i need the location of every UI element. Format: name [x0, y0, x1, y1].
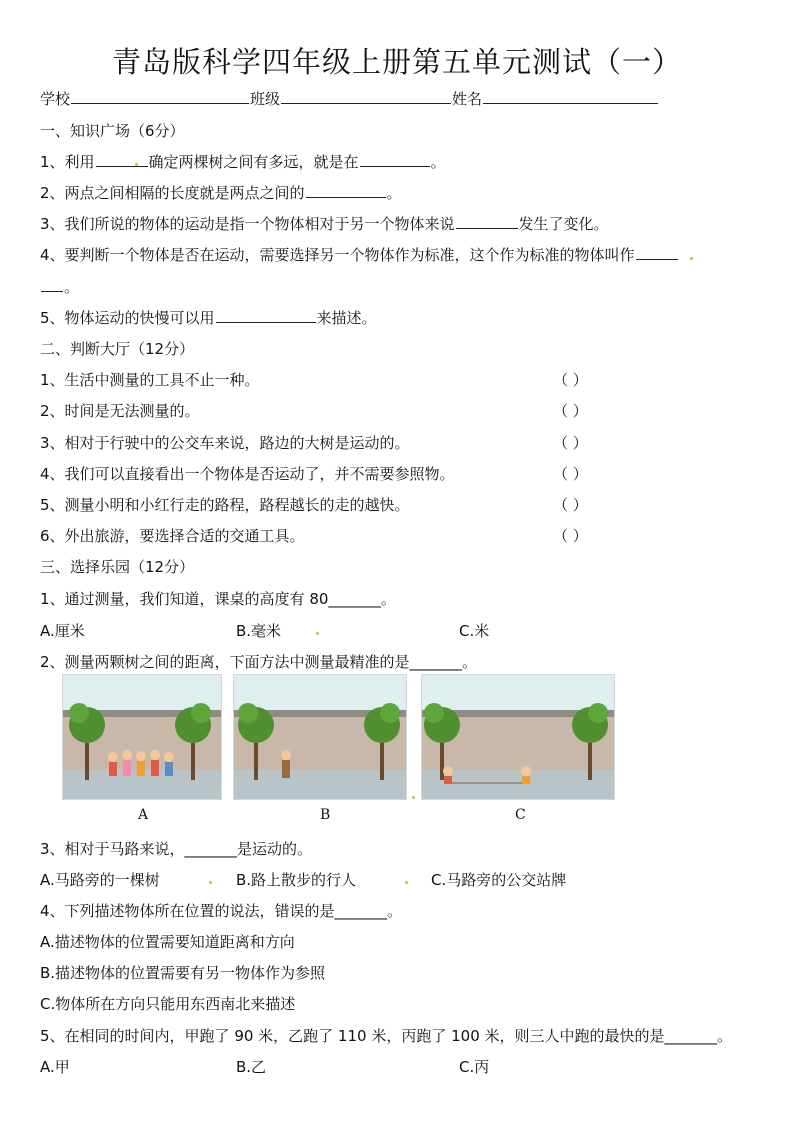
choice-q5-option-a[interactable]: A.甲 — [40, 1058, 70, 1076]
judge-answer-1[interactable]: （ ） — [553, 371, 588, 389]
page-title: 青岛版科学四年级上册第五单元测试（一） — [111, 45, 682, 79]
answer-blank[interactable] — [216, 308, 316, 323]
choice-q1: 1、通过测量，我们知道，课桌的高度有 80_______。 — [40, 590, 396, 608]
scene-image-c — [421, 674, 615, 800]
choice-q5-option-c[interactable]: C.丙 — [459, 1058, 490, 1076]
judge-item-3: 3、相对于行驶中的公交车来说，路边的大树是运动的。 — [40, 434, 410, 452]
s1-q4: 4、要判断一个物体是否在运动，需要选择另一个物体作为标准，这个作为标准的物体叫作 — [40, 244, 679, 265]
choice-q5-option-b[interactable]: B.乙 — [236, 1058, 267, 1076]
judge-item-2: 2、时间是无法测量的。 — [40, 402, 200, 420]
scene-image-b — [233, 674, 407, 800]
answer-blank[interactable] — [360, 152, 430, 167]
stray-mark — [690, 257, 693, 260]
scene-image-a — [62, 674, 222, 800]
choice-q4-option-c[interactable]: C.物体所在方向只能用东西南北来描述 — [40, 995, 296, 1013]
stray-mark — [412, 796, 415, 799]
judge-item-1: 1、生活中测量的工具不止一种。 — [40, 371, 260, 389]
judge-answer-5[interactable]: （ ） — [553, 496, 588, 514]
choice-q3-option-c[interactable]: C.马路旁的公交站牌 — [431, 871, 567, 889]
answer-blank[interactable] — [306, 183, 386, 198]
name-field[interactable] — [483, 89, 658, 104]
s1-q5: 5、物体运动的快慢可以用 来描述。 — [40, 309, 377, 327]
s1-q2: 2、两点之间相隔的长度就是两点之间的 。 — [40, 184, 402, 202]
stray-mark — [209, 881, 212, 884]
choice-q1-option-b[interactable]: B.毫米 — [236, 622, 282, 640]
choice-q1-option-a[interactable]: A.厘米 — [40, 622, 85, 640]
choice-q4: 4、下列描述物体所在位置的说法，错误的是_______。 — [40, 902, 403, 920]
s1-q1: 1、利用 确定两棵树之间有多远，就是在 。 — [40, 153, 446, 171]
school-field[interactable] — [71, 89, 249, 104]
judge-answer-6[interactable]: （ ） — [553, 527, 588, 545]
section3-heading: 三、选择乐园（12分） — [40, 558, 195, 576]
choice-q3: 3、相对于马路来说，_______是运动的。 — [40, 840, 313, 858]
class-field[interactable] — [281, 89, 451, 104]
choice-q3-option-b[interactable]: B.路上散步的行人 — [236, 871, 357, 889]
answer-blank[interactable] — [41, 277, 63, 292]
scene-label-c: C — [515, 807, 526, 823]
school-label: 学校 — [40, 90, 71, 108]
choice-q1-option-c[interactable]: C.米 — [459, 622, 490, 640]
stray-mark — [316, 632, 319, 635]
choice-q3-option-a[interactable]: A.马路旁的一棵树 — [40, 871, 160, 889]
name-label: 姓名 — [452, 90, 483, 108]
stray-mark — [405, 881, 408, 884]
judge-item-5: 5、测量小明和小红行走的路程，路程越长的走的越快。 — [40, 496, 410, 514]
answer-blank[interactable] — [456, 214, 518, 229]
judge-answer-3[interactable]: （ ） — [553, 434, 588, 452]
section2-heading: 二、判断大厅（12分） — [40, 340, 195, 358]
choice-q4-option-a[interactable]: A.描述物体的位置需要知道距离和方向 — [40, 933, 295, 951]
class-label: 班级 — [250, 90, 281, 108]
scene-label-b: B — [320, 807, 331, 823]
choice-q4-option-b[interactable]: B.描述物体的位置需要有另一物体作为参照 — [40, 964, 326, 982]
judge-item-6: 6、外出旅游，要选择合适的交通工具。 — [40, 527, 305, 545]
judge-answer-2[interactable]: （ ） — [553, 402, 588, 420]
stray-mark — [135, 163, 138, 166]
answer-blank[interactable] — [96, 152, 148, 167]
choice-q5: 5、在相同的时间内，甲跑了 90 米，乙跑了 110 米，丙跑了 100 米，则三人中跑的最快的是_______。 — [40, 1027, 733, 1045]
scene-label-a: A — [138, 807, 149, 823]
judge-answer-4[interactable]: （ ） — [553, 465, 588, 483]
judge-item-4: 4、我们可以直接看出一个物体是否运动了，并不需要参照物。 — [40, 465, 455, 483]
info-line — [40, 88, 659, 109]
section1-heading: 一、知识广场（6分） — [40, 122, 185, 140]
answer-blank[interactable] — [636, 245, 678, 260]
choice-q2: 2、测量两颗树之间的距离，下面方法中测量最精准的是_______。 — [40, 653, 478, 671]
s1-q3: 3、我们所说的物体的运动是指一个物体相对于另一个物体来说 发生了变化。 — [40, 215, 609, 233]
s1-q4-cont: 。 — [40, 276, 79, 297]
